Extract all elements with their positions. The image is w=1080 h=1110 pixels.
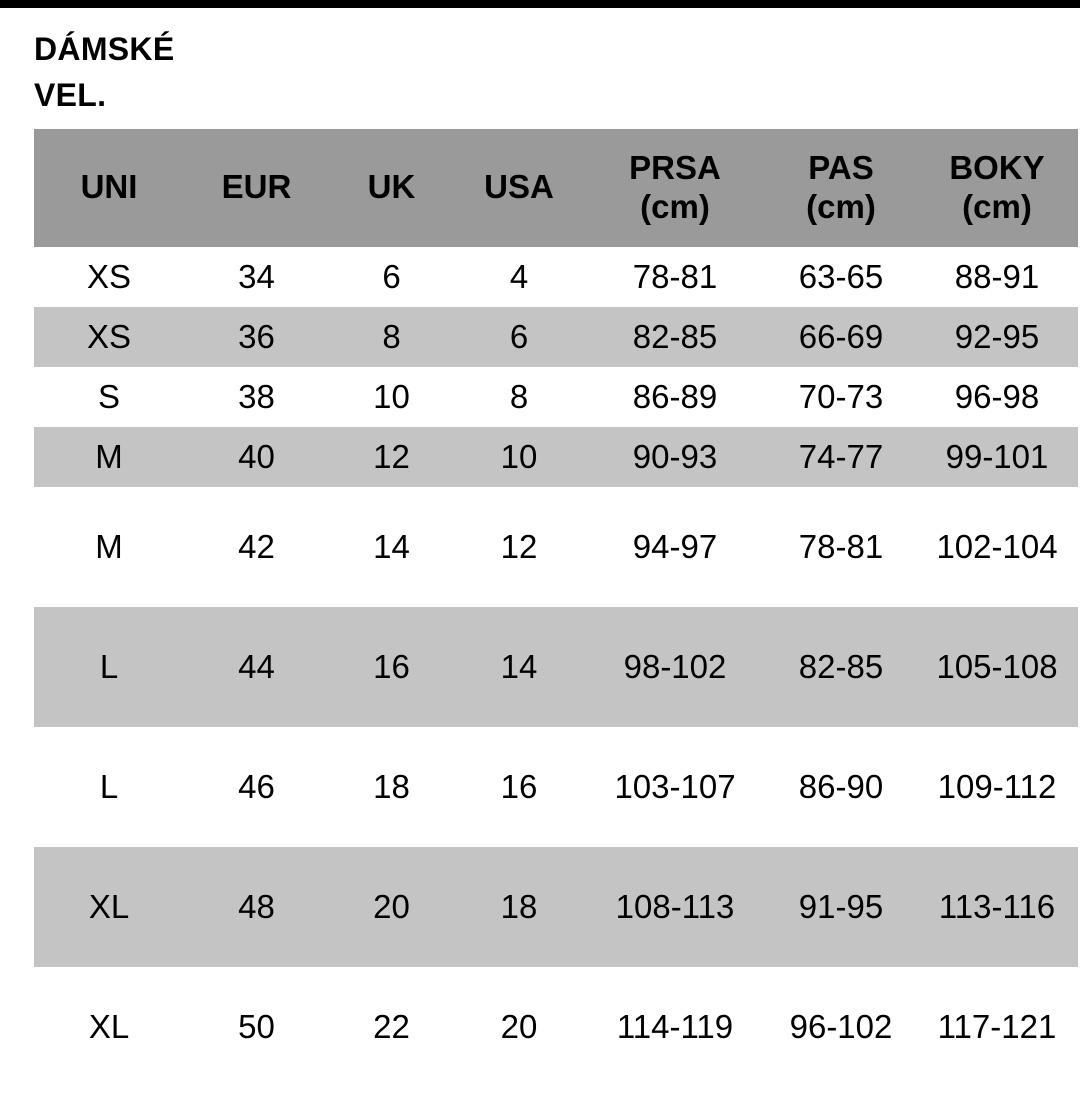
- column-header-uk-label: UK: [367, 168, 416, 206]
- cell-pas: 82-85: [798, 648, 884, 686]
- cell-uni: L: [99, 768, 119, 806]
- cell-prsa: 114-119: [616, 1008, 734, 1046]
- cell-boky: 88-91: [954, 258, 1040, 296]
- cell-eur: 48: [238, 888, 275, 926]
- table-row: [34, 967, 1078, 1087]
- cell-uk: 14: [373, 528, 410, 566]
- cell-usa: 20: [500, 1008, 538, 1046]
- cell-pas: 66-69: [798, 318, 884, 356]
- table-header: [34, 129, 1078, 247]
- top-black-bar: [0, 0, 1080, 8]
- column-header-pas-label: PAS: [808, 148, 874, 186]
- cell-boky: 113-116: [938, 888, 1056, 926]
- cell-usa: 10: [500, 438, 538, 476]
- cell-eur: 38: [238, 378, 275, 416]
- cell-eur: 44: [238, 648, 275, 686]
- cell-pas: 74-77: [798, 438, 884, 476]
- column-header-prsa-unit: (cm): [640, 187, 710, 225]
- cell-uni: XL: [88, 888, 130, 926]
- table-row: [34, 247, 1078, 307]
- table-row: [34, 307, 1078, 367]
- column-header-boky: [916, 129, 1078, 247]
- cell-eur: 46: [238, 768, 275, 806]
- cell-pas: 96-102: [789, 1008, 893, 1046]
- table-row: [34, 847, 1078, 967]
- size-table: [34, 129, 1078, 1087]
- column-header-prsa-label: PRSA: [629, 148, 721, 186]
- cell-uni: L: [99, 648, 119, 686]
- cell-prsa: 94-97: [632, 528, 718, 566]
- cell-boky: 102-104: [936, 528, 1058, 566]
- cell-eur: 34: [238, 258, 275, 296]
- table-row: [34, 607, 1078, 727]
- cell-uk: 20: [373, 888, 410, 926]
- cell-usa: 14: [500, 648, 538, 686]
- cell-boky: 105-108: [936, 648, 1058, 686]
- cell-eur: 50: [238, 1008, 275, 1046]
- column-header-boky-label: BOKY: [949, 148, 1045, 186]
- cell-pas: 70-73: [798, 378, 884, 416]
- cell-pas: 86-90: [798, 768, 884, 806]
- cell-prsa: 78-81: [632, 258, 718, 296]
- table-row: [34, 427, 1078, 487]
- cell-uni: M: [95, 438, 123, 476]
- cell-boky: 99-101: [945, 438, 1049, 476]
- table-row: [34, 367, 1078, 427]
- cell-prsa: 82-85: [632, 318, 718, 356]
- cell-eur: 40: [238, 438, 275, 476]
- cell-boky: 117-121: [937, 1008, 1057, 1046]
- cell-uni: M: [95, 528, 123, 566]
- header-row: [34, 129, 1078, 247]
- cell-prsa: 98-102: [623, 648, 727, 686]
- title-line-1: DÁMSKÉ: [34, 31, 175, 67]
- cell-prsa: 103-107: [614, 768, 736, 806]
- cell-pas: 63-65: [798, 258, 884, 296]
- cell-uk: 6: [382, 258, 401, 296]
- cell-uni: XS: [86, 258, 132, 296]
- cell-uk: 8: [382, 318, 401, 356]
- cell-uk: 16: [373, 648, 410, 686]
- cell-usa: 8: [509, 378, 529, 416]
- cell-uk: 22: [373, 1008, 410, 1046]
- cell-boky: 96-98: [954, 378, 1040, 416]
- column-header-uni-label: UNI: [80, 168, 138, 206]
- column-header-boky-unit: (cm): [962, 187, 1032, 225]
- title-line-2: VEL.: [34, 77, 107, 114]
- cell-uni: XL: [88, 1008, 130, 1046]
- cell-pas: 78-81: [798, 528, 884, 566]
- cell-boky: 92-95: [954, 318, 1040, 356]
- cell-uk: 18: [373, 768, 410, 806]
- column-header-eur-label: EUR: [221, 168, 292, 206]
- table-body: [34, 247, 1078, 1087]
- cell-uni: XS: [86, 318, 132, 356]
- cell-boky: 109-112: [937, 768, 1057, 806]
- column-header-uk: [329, 129, 454, 247]
- cell-usa: 6: [509, 318, 529, 356]
- column-header-eur: [184, 129, 329, 247]
- cell-prsa: 108-113: [615, 888, 735, 926]
- cell-uk: 12: [373, 438, 410, 476]
- cell-pas: 91-95: [798, 888, 884, 926]
- cell-usa: 4: [509, 258, 529, 296]
- cell-prsa: 90-93: [632, 438, 718, 476]
- table-row: [34, 487, 1078, 607]
- cell-usa: 18: [500, 888, 538, 926]
- cell-uk: 10: [373, 378, 410, 416]
- cell-usa: 16: [500, 768, 538, 806]
- column-header-usa-label: USA: [484, 168, 554, 206]
- column-header-pas-unit: (cm): [806, 187, 876, 225]
- page-title: [0, 8, 1080, 129]
- cell-prsa: 86-89: [632, 378, 718, 416]
- column-header-uni: [34, 129, 184, 247]
- column-header-prsa: [584, 129, 766, 247]
- cell-usa: 12: [500, 528, 538, 566]
- column-header-pas: [766, 129, 916, 247]
- cell-eur: 42: [238, 528, 275, 566]
- table-row: [34, 727, 1078, 847]
- cell-uni: S: [97, 378, 120, 416]
- cell-eur: 36: [238, 318, 275, 356]
- column-header-usa: [454, 129, 584, 247]
